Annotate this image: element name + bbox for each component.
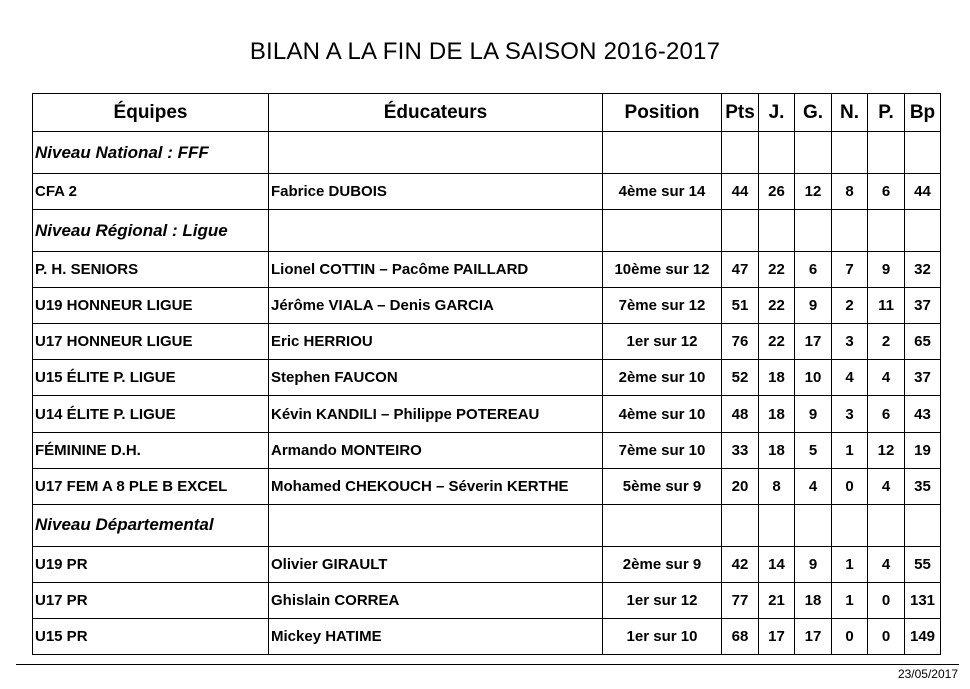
cell-bp: 149	[905, 618, 941, 654]
cell-g	[795, 132, 832, 174]
cell-j: 18	[759, 396, 795, 432]
cell-g: 5	[795, 432, 832, 468]
cell-equipe: U14 ÉLITE P. LIGUE	[33, 396, 269, 432]
cell-equipe: P. H. SENIORS	[33, 252, 269, 288]
cell-bp: 32	[905, 252, 941, 288]
cell-educateurs: Jérôme VIALA – Denis GARCIA	[269, 288, 603, 324]
col-header-equipes: Équipes	[33, 94, 269, 132]
cell-p: 4	[868, 468, 905, 504]
cell-pts	[722, 504, 759, 546]
table-row	[33, 546, 941, 582]
footer-date: 23/05/2017	[897, 667, 958, 681]
cell-n: 1	[832, 582, 868, 618]
cell-pts: 51	[722, 288, 759, 324]
cell-position	[603, 504, 722, 546]
cell-j: 26	[759, 174, 795, 210]
cell-bp: 65	[905, 324, 941, 360]
table-row	[33, 618, 941, 654]
cell-n	[832, 504, 868, 546]
cell-educateurs	[269, 504, 603, 546]
table-row	[33, 324, 941, 360]
table-row	[33, 360, 941, 396]
cell-equipe: U19 PR	[33, 546, 269, 582]
cell-g: 17	[795, 618, 832, 654]
cell-pts: 48	[722, 396, 759, 432]
col-header-position: Position	[603, 94, 722, 132]
cell-n: 8	[832, 174, 868, 210]
cell-bp: 44	[905, 174, 941, 210]
cell-educateurs: Kévin KANDILI – Philippe POTEREAU	[269, 396, 603, 432]
cell-n: 3	[832, 324, 868, 360]
cell-j: 18	[759, 432, 795, 468]
cell-j: 18	[759, 360, 795, 396]
cell-p: 4	[868, 360, 905, 396]
cell-bp	[905, 210, 941, 252]
cell-g: 9	[795, 396, 832, 432]
section-row	[33, 504, 941, 546]
cell-p: 12	[868, 432, 905, 468]
cell-g: 6	[795, 252, 832, 288]
cell-p	[868, 210, 905, 252]
cell-j	[759, 132, 795, 174]
cell-educateurs: Ghislain CORREA	[269, 582, 603, 618]
cell-bp	[905, 504, 941, 546]
cell-p: 11	[868, 288, 905, 324]
cell-pts: 42	[722, 546, 759, 582]
cell-g	[795, 210, 832, 252]
cell-equipe: FÉMININE D.H.	[33, 432, 269, 468]
cell-bp: 131	[905, 582, 941, 618]
cell-equipe: U17 HONNEUR LIGUE	[33, 324, 269, 360]
cell-pts: 20	[722, 468, 759, 504]
table-row	[33, 396, 941, 432]
page-title: BILAN A LA FIN DE LA SAISON 2016-2017	[249, 38, 721, 65]
cell-position: 4ème sur 10	[603, 396, 722, 432]
cell-n: 2	[832, 288, 868, 324]
cell-educateurs: Stephen FAUCON	[269, 360, 603, 396]
cell-position: 4ème sur 14	[603, 174, 722, 210]
cell-equipe: U15 ÉLITE P. LIGUE	[33, 360, 269, 396]
cell-n: 7	[832, 252, 868, 288]
cell-pts: 77	[722, 582, 759, 618]
cell-educateurs: Mohamed CHEKOUCH – Séverin KERTHE	[269, 468, 603, 504]
cell-position: 1er sur 12	[603, 324, 722, 360]
cell-p: 2	[868, 324, 905, 360]
cell-g: 9	[795, 546, 832, 582]
footer-divider	[16, 664, 959, 665]
cell-position: 7ème sur 10	[603, 432, 722, 468]
col-header-g: G.	[795, 94, 832, 132]
col-header-j: J.	[759, 94, 795, 132]
cell-position: 1er sur 10	[603, 618, 722, 654]
cell-g	[795, 504, 832, 546]
cell-educateurs: Lionel COTTIN – Pacôme PAILLARD	[269, 252, 603, 288]
cell-position: 1er sur 12	[603, 582, 722, 618]
col-header-n: N.	[832, 94, 868, 132]
cell-n	[832, 210, 868, 252]
cell-pts: 44	[722, 174, 759, 210]
cell-pts: 33	[722, 432, 759, 468]
season-results-table	[32, 93, 941, 655]
cell-g: 12	[795, 174, 832, 210]
cell-n: 1	[832, 432, 868, 468]
cell-position: 7ème sur 12	[603, 288, 722, 324]
cell-educateurs: Armando MONTEIRO	[269, 432, 603, 468]
cell-g: 4	[795, 468, 832, 504]
cell-bp: 37	[905, 360, 941, 396]
table-row	[33, 252, 941, 288]
cell-g: 17	[795, 324, 832, 360]
cell-position	[603, 210, 722, 252]
cell-bp: 35	[905, 468, 941, 504]
cell-n	[832, 132, 868, 174]
table-header-row	[33, 94, 941, 132]
cell-equipe: U15 PR	[33, 618, 269, 654]
cell-p: 4	[868, 546, 905, 582]
cell-pts: 52	[722, 360, 759, 396]
cell-educateurs: Eric HERRIOU	[269, 324, 603, 360]
section-row	[33, 132, 941, 174]
cell-n: 4	[832, 360, 868, 396]
cell-educateurs: Olivier GIRAULT	[269, 546, 603, 582]
cell-equipe: CFA 2	[33, 174, 269, 210]
cell-j: 22	[759, 252, 795, 288]
cell-p: 0	[868, 618, 905, 654]
cell-bp: 43	[905, 396, 941, 432]
table-row	[33, 582, 941, 618]
section-label: Niveau Régional : Ligue	[33, 210, 269, 252]
cell-educateurs	[269, 210, 603, 252]
cell-p: 9	[868, 252, 905, 288]
cell-p: 6	[868, 396, 905, 432]
section-label: Niveau National : FFF	[33, 132, 269, 174]
cell-position	[603, 132, 722, 174]
cell-educateurs: Mickey HATIME	[269, 618, 603, 654]
cell-p	[868, 132, 905, 174]
cell-equipe: U19 HONNEUR LIGUE	[33, 288, 269, 324]
cell-n: 3	[832, 396, 868, 432]
cell-g: 9	[795, 288, 832, 324]
cell-bp: 37	[905, 288, 941, 324]
cell-pts: 47	[722, 252, 759, 288]
cell-n: 1	[832, 546, 868, 582]
cell-educateurs	[269, 132, 603, 174]
table-row	[33, 174, 941, 210]
cell-p	[868, 504, 905, 546]
cell-pts: 76	[722, 324, 759, 360]
cell-j: 8	[759, 468, 795, 504]
cell-position: 2ème sur 9	[603, 546, 722, 582]
cell-bp	[905, 132, 941, 174]
table-row	[33, 432, 941, 468]
col-header-p: P.	[868, 94, 905, 132]
cell-equipe: U17 FEM A 8 PLE B EXCEL	[33, 468, 269, 504]
section-row	[33, 210, 941, 252]
cell-j: 22	[759, 324, 795, 360]
col-header-educateurs: Éducateurs	[269, 94, 603, 132]
cell-g: 10	[795, 360, 832, 396]
cell-pts	[722, 210, 759, 252]
cell-j	[759, 210, 795, 252]
section-label: Niveau Départemental	[33, 504, 269, 546]
cell-position: 2ème sur 10	[603, 360, 722, 396]
cell-j	[759, 504, 795, 546]
cell-n: 0	[832, 468, 868, 504]
cell-j: 22	[759, 288, 795, 324]
cell-position: 10ème sur 12	[603, 252, 722, 288]
cell-p: 0	[868, 582, 905, 618]
cell-pts	[722, 132, 759, 174]
cell-g: 18	[795, 582, 832, 618]
cell-position: 5ème sur 9	[603, 468, 722, 504]
col-header-pts: Pts	[722, 94, 759, 132]
cell-pts: 68	[722, 618, 759, 654]
cell-educateurs: Fabrice DUBOIS	[269, 174, 603, 210]
cell-equipe: U17 PR	[33, 582, 269, 618]
cell-bp: 19	[905, 432, 941, 468]
cell-j: 17	[759, 618, 795, 654]
table-row	[33, 468, 941, 504]
cell-j: 14	[759, 546, 795, 582]
cell-bp: 55	[905, 546, 941, 582]
cell-j: 21	[759, 582, 795, 618]
cell-n: 0	[832, 618, 868, 654]
cell-p: 6	[868, 174, 905, 210]
col-header-bp: Bp	[905, 94, 941, 132]
table-row	[33, 288, 941, 324]
